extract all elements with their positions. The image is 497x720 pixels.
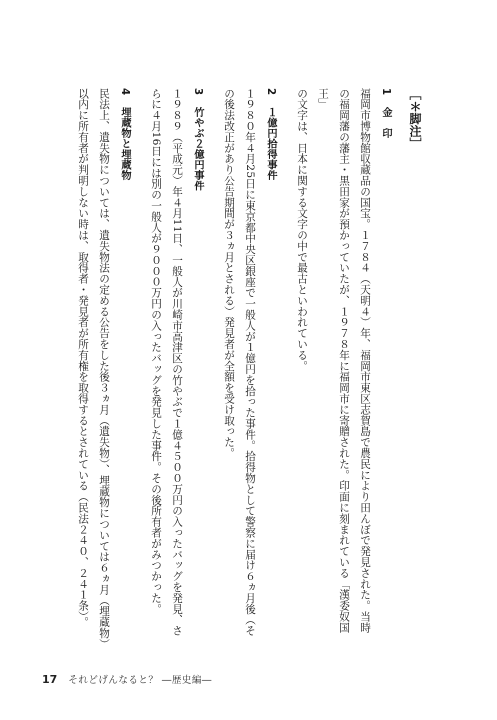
page-footer <box>42 672 212 686</box>
footnote-2-title: １億円拾得事件 <box>265 107 276 181</box>
footnote-1-title: 金 印 <box>380 107 391 139</box>
running-title: それどげんなると？ ―歴史編― <box>68 675 212 686</box>
footnotes-section <box>72 88 425 648</box>
footnote-4-heading <box>114 88 135 648</box>
footnote-2-line-2: の後法改正があり公告期間が３ヵ月とされる）発見者が全額を受け取った。 <box>223 88 235 459</box>
footnote-1-number: 1 <box>380 88 391 96</box>
footnote-4-number: 4 <box>119 88 130 96</box>
footnote-1-line-2: の福岡藩の藩主・黒田家が預かっていたが、１９７８年に福岡市に寄贈された。印面に刻まれている「漢委奴国王」 <box>317 88 350 633</box>
footnote-3-line-1: １９８９（平成元）年４月11日、一般人が川崎市高津区の竹やぶで１億４５００万円の入ったバッグを発見、さ <box>171 88 183 637</box>
footnote-2-line-1: １９８０年４月25日に東京都中央区銀座で一般人が１億円を拾った事件。拾得物として警察に届け６ヵ月後（そ <box>244 88 256 637</box>
footnote-1-line-3: の文字は、日本に関する文字の中で最古といわれている。 <box>296 88 308 372</box>
footnote-4-line-1: 民法上、遺失物については、遺失物法の定める公告をした後３ヵ月（遺失物）、埋蔵物については６ヵ月（埋蔵物） <box>98 88 110 650</box>
footnote-2-heading <box>260 88 281 648</box>
footnote-3-number: 3 <box>192 88 203 96</box>
footnote-3-heading <box>187 88 208 648</box>
footnote-4-title: 埋蔵物と埋蔵物 <box>119 107 130 181</box>
footnote-2-number: 2 <box>265 88 276 96</box>
footnote-1-line-1: 福岡市博物館収蔵品の国宝。１７８４（天明４）年、福岡市東区志賀島で農民により田んぼで発見された。当時 <box>359 88 371 633</box>
footnote-1-heading <box>375 88 396 648</box>
footnote-4-line-2: 以内に所有者が判明しない時は、取得者・発見者が所有権を取得するとされている（民法２４０、２４１条）。 <box>77 88 89 628</box>
footnote-3-line-2: らに４月16日には別の一般人が９０００万円の入ったバッグを発見した事件。その後所有者がみつかった。 <box>150 88 162 615</box>
footnotes-header: ［＊脚注］ <box>408 88 422 150</box>
footnote-3-title: 竹やぶ２億円事件 <box>192 107 203 192</box>
page-number: 17 <box>42 673 58 686</box>
